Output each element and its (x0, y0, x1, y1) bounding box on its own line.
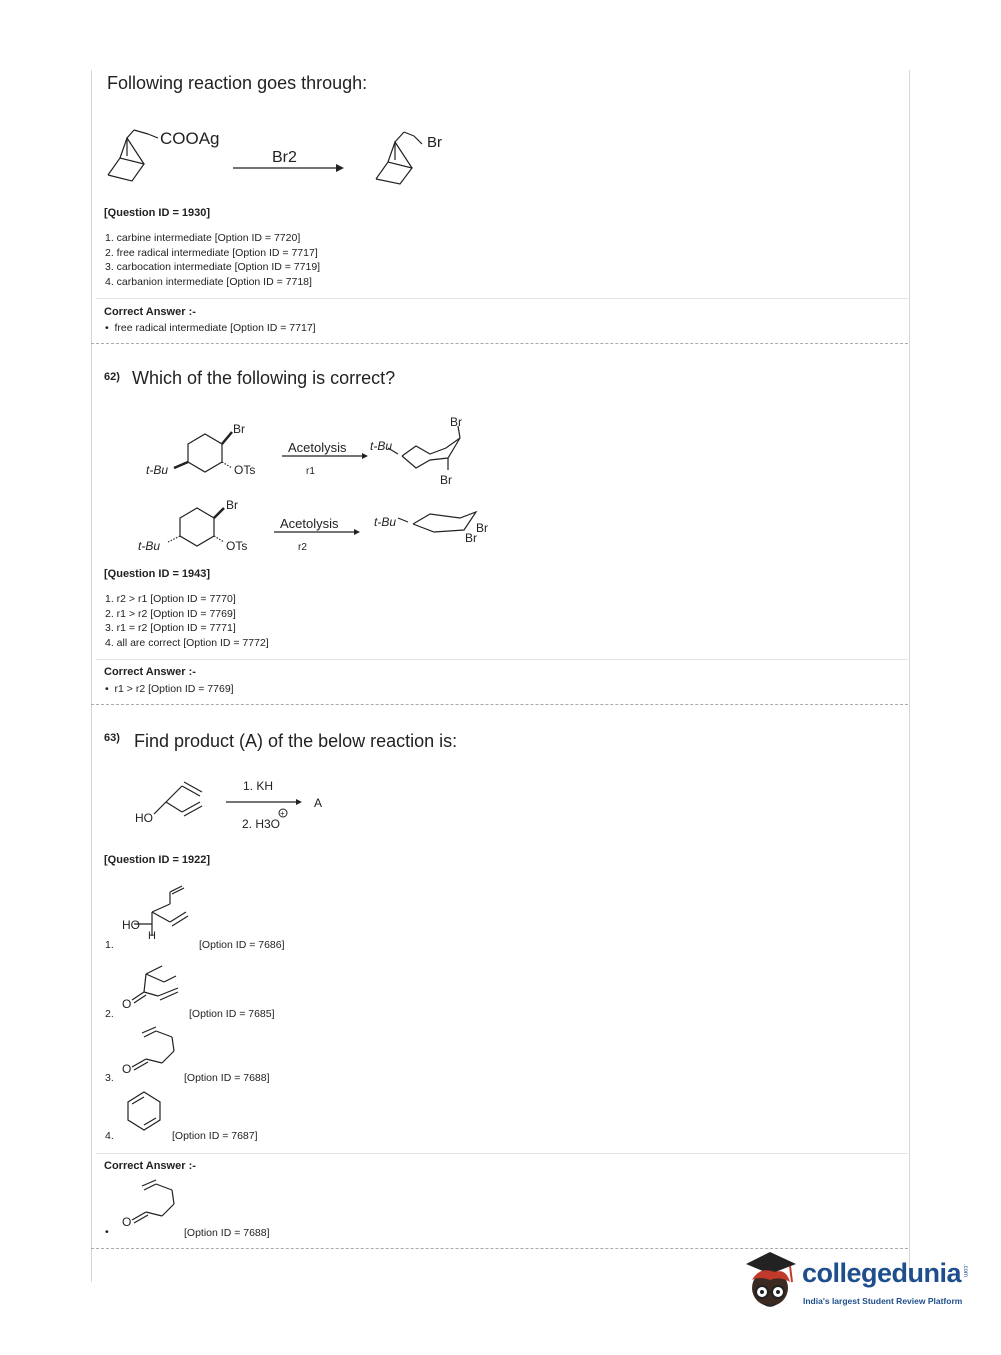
q62-correct-answer (105, 683, 234, 695)
product-a-label: A (314, 796, 323, 810)
q61-correct-value: free radical intermediate [Option ID = 7717] (114, 322, 316, 334)
option-item: 4. carbanion intermediate [Option ID = 7718] (105, 275, 312, 288)
q63-correct-structure (118, 1178, 188, 1228)
r1-label: r1 (306, 466, 315, 477)
tbu-label: t-Bu (370, 439, 393, 453)
br-label: Br (226, 498, 238, 512)
step1-label: 1. KH (243, 779, 274, 793)
r2-label: r2 (298, 542, 307, 553)
option-id: [Option ID = 7685] (189, 1008, 275, 1020)
option-item: 1. r2 > r1 [Option ID = 7770] (105, 593, 236, 605)
br-label: Br (450, 415, 462, 429)
br-label: Br (233, 422, 245, 436)
q63-number: 63) (104, 732, 120, 744)
acetolysis-label: Acetolysis (280, 516, 339, 531)
q62-title: Which of the following is correct? (132, 368, 396, 388)
q61-options (105, 231, 320, 289)
option-number: 1. (105, 939, 114, 951)
option-id: [Option ID = 7688] (184, 1072, 270, 1084)
tbu-label: t-Bu (146, 463, 169, 477)
q61-question-id: [Question ID = 1930] (104, 207, 211, 219)
option-item: 2. free radical intermediate [Option ID = 7717] (105, 246, 318, 259)
q62-correct-label: Correct Answer :- (104, 666, 196, 678)
q62-question-id: [Question ID = 1943] (104, 568, 211, 580)
step2-label: 2. H3O (242, 817, 281, 831)
collegedunia-logo (740, 1250, 980, 1320)
option-item: 1. carbine intermediate [Option ID = 7720] (105, 232, 301, 244)
divider (96, 659, 908, 660)
q61-title: Following reaction goes through: (107, 73, 368, 93)
ots-label: OTs (226, 539, 248, 553)
q62-correct-value: r1 > r2 [Option ID = 7769] (114, 683, 234, 695)
logo-wordmark: collegedunia (802, 1258, 962, 1288)
question-separator (91, 704, 908, 705)
bullet-icon: • (105, 1226, 109, 1238)
option-item: 3. carbocation intermediate [Option ID = 7719] (105, 261, 321, 274)
bullet-icon: • (105, 683, 115, 695)
divider (96, 298, 908, 299)
q63-option3-structure (118, 1025, 188, 1075)
q61-correct-answer (105, 322, 316, 334)
q63-correct-label: Correct Answer :- (104, 1160, 196, 1172)
option-item: 3. r1 = r2 [Option ID = 7771] (105, 622, 236, 635)
q63-option1-structure (118, 882, 198, 944)
o-label: O (122, 997, 132, 1010)
q61-reaction-scheme (100, 120, 460, 190)
option-number: 2. (105, 1008, 114, 1020)
tbu-label: t-Bu (374, 515, 397, 529)
option-number: 4. (105, 1130, 114, 1142)
option-number: 3. (105, 1072, 114, 1084)
ho-label: HO (135, 811, 153, 825)
o-label: O (122, 1215, 132, 1228)
question-separator (91, 1248, 908, 1249)
q63-question-id: [Question ID = 1922] (104, 854, 211, 866)
divider (96, 1153, 908, 1154)
tbu-label: t-Bu (138, 539, 161, 553)
q62-options (105, 592, 269, 650)
br-label: Br (465, 531, 477, 545)
q62-number: 62) (104, 371, 120, 383)
plus-icon: + (280, 809, 285, 818)
bullet-icon: • (105, 322, 115, 334)
br-label: Br (440, 473, 452, 487)
ots-label: OTs (234, 463, 256, 477)
logo-tagline: India's largest Student Review Platform (803, 1296, 963, 1306)
option-id: [Option ID = 7687] (172, 1130, 258, 1142)
q61-correct-label: Correct Answer :- (104, 306, 196, 318)
question-separator (91, 343, 908, 344)
br-label: Br (476, 521, 488, 535)
logo-com: .com (962, 1264, 968, 1278)
q63-reaction-scheme (130, 772, 340, 838)
q62-reaction-scheme (130, 408, 510, 558)
ho-label: HO (122, 918, 140, 932)
q63-option2-structure (118, 960, 188, 1010)
q61-cooag-label: COOAg (160, 129, 220, 148)
option-item: 2. r1 > r2 [Option ID = 7769] (105, 607, 236, 620)
q63-option4-structure (118, 1088, 178, 1136)
h-label: H (148, 930, 156, 942)
q61-reagent: Br2 (272, 149, 297, 166)
option-item: 4. all are correct [Option ID = 7772] (105, 636, 269, 649)
q61-br-label: Br (427, 134, 442, 151)
q63-correct-value: [Option ID = 7688] (184, 1227, 270, 1239)
mascot-icon (740, 1250, 802, 1316)
option-id: [Option ID = 7686] (199, 939, 285, 951)
acetolysis-label: Acetolysis (288, 440, 347, 455)
q63-title: Find product (A) of the below reaction is: (134, 731, 458, 751)
o-label: O (122, 1062, 132, 1075)
